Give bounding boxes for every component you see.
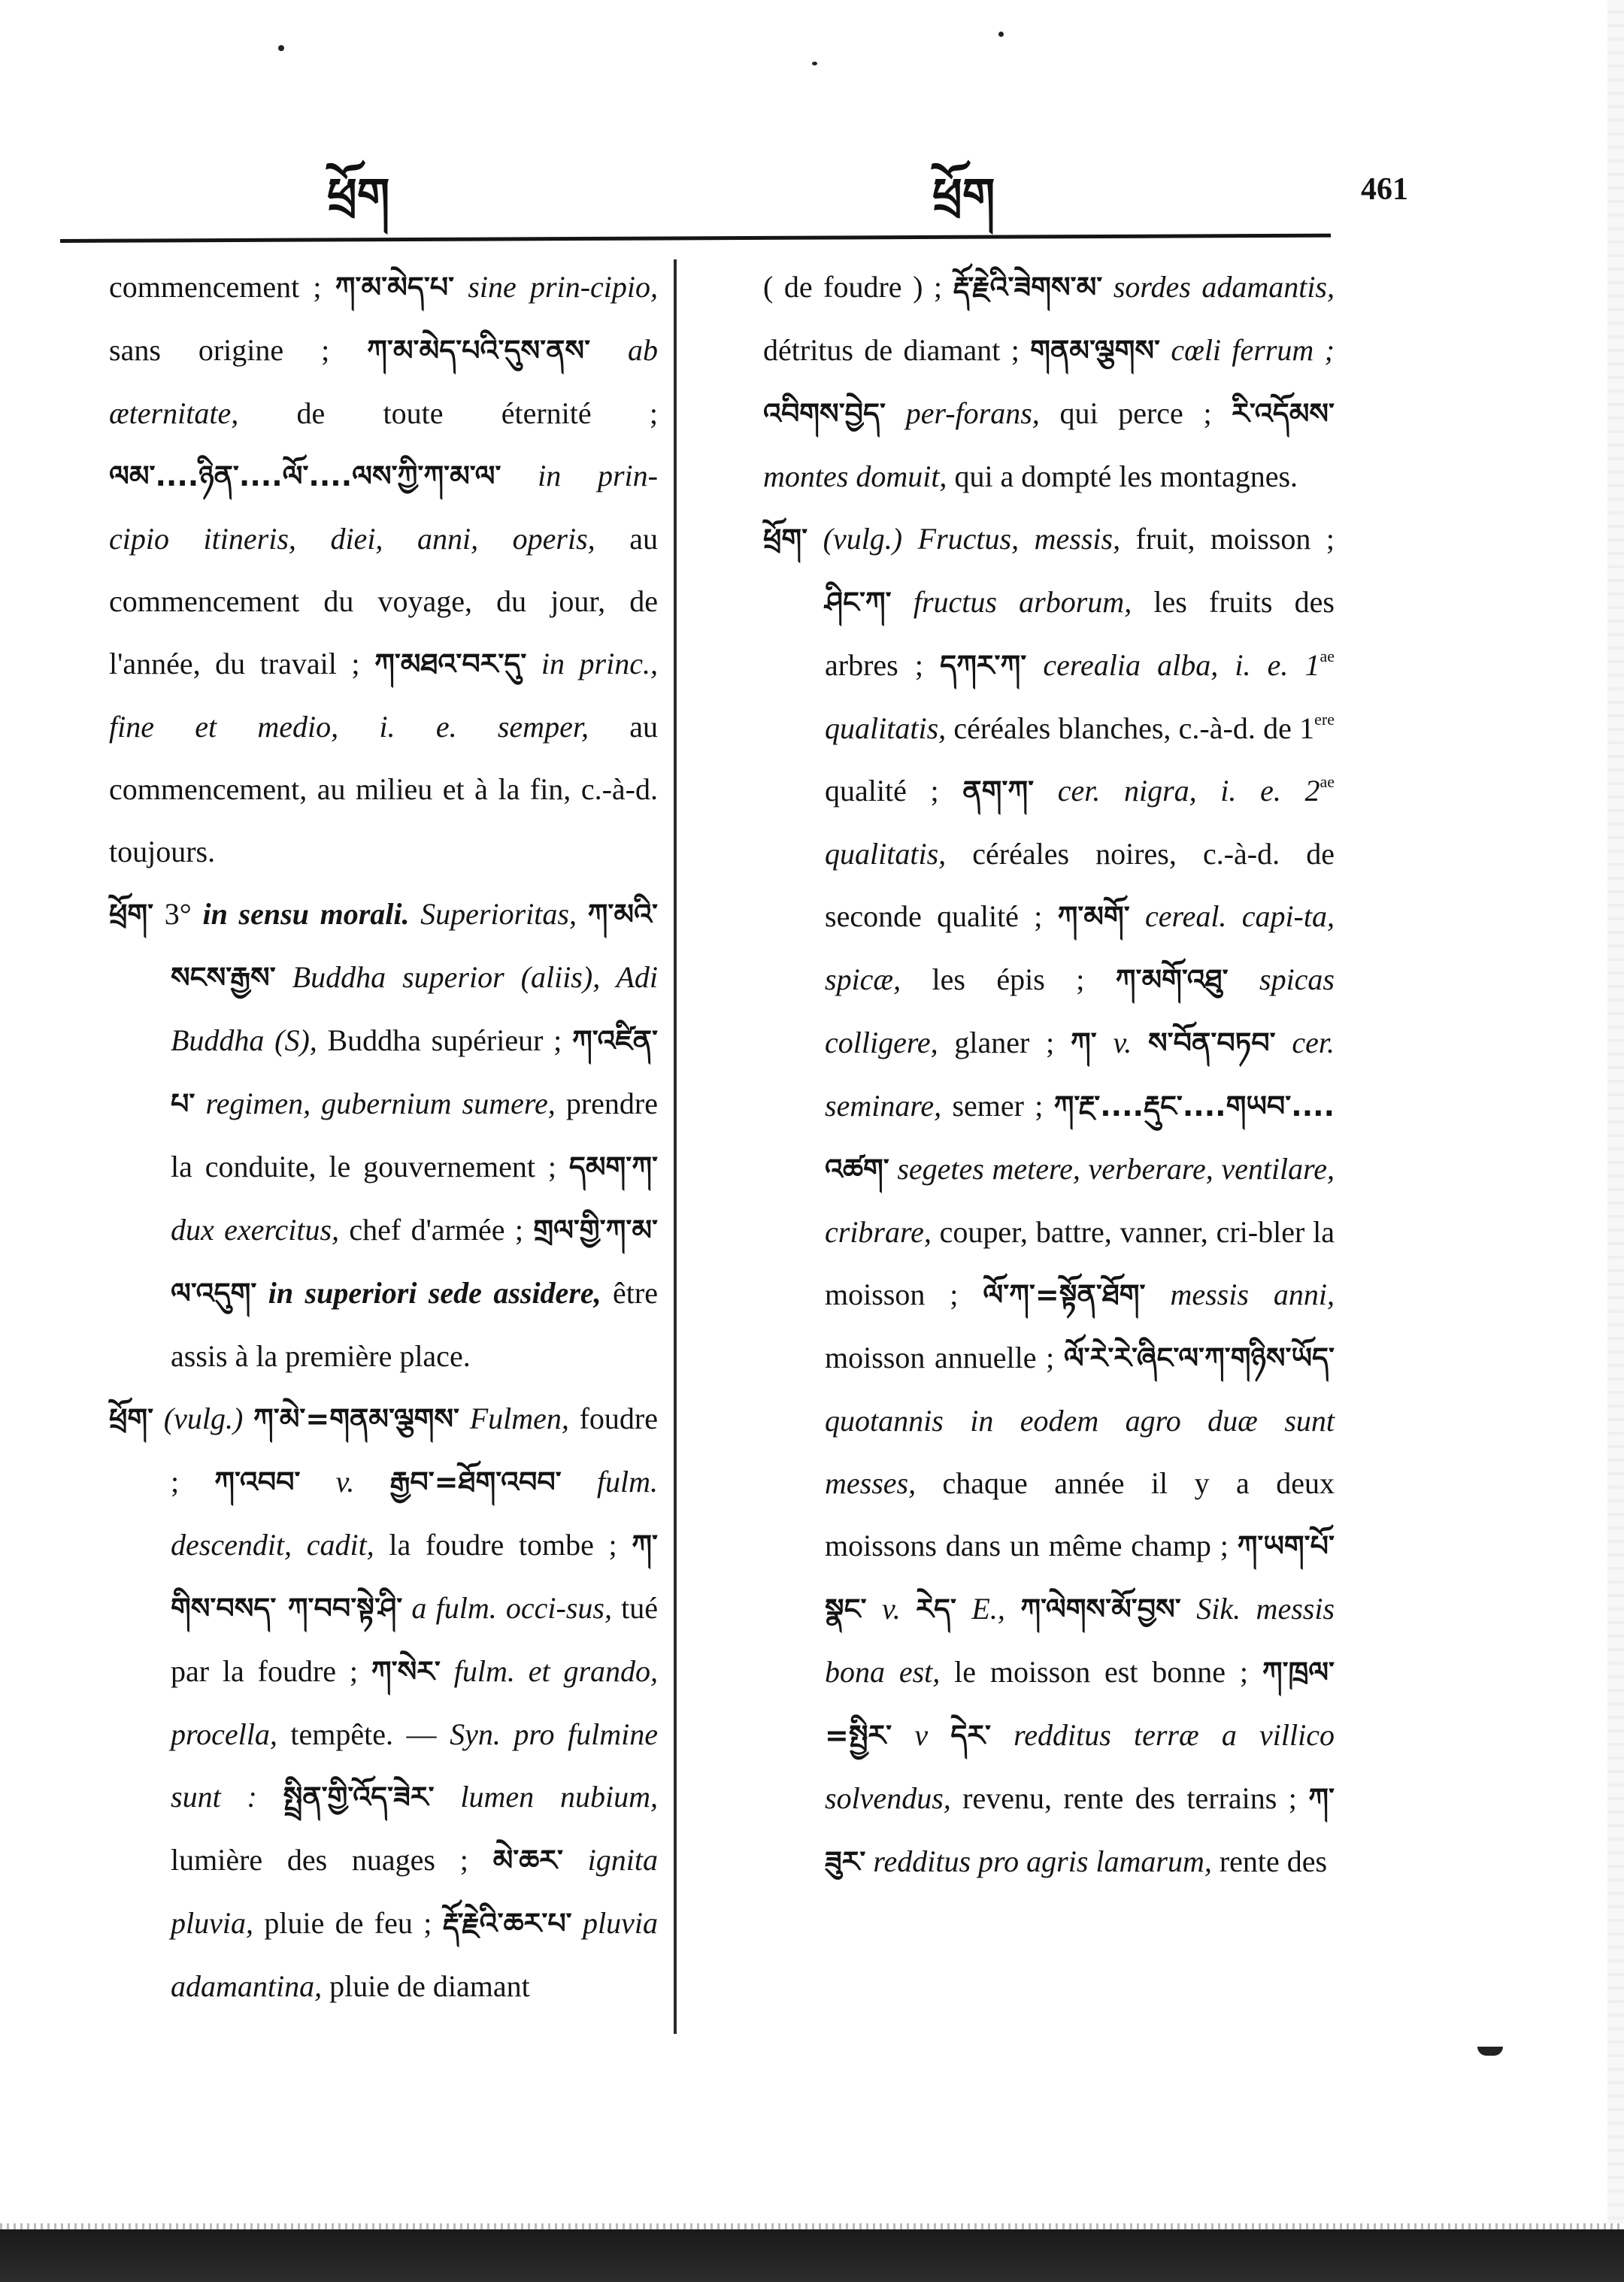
tibetan-term: ནག་ཀ་ <box>962 774 1035 808</box>
gloss-text <box>928 1718 950 1752</box>
latin-gloss: fulm. et grando, procella, <box>171 1654 659 1751</box>
tibetan-term: སྤྲིན་གྱི་འོད་ཟེར་ <box>283 1780 435 1814</box>
gloss-text: rente des <box>1211 1844 1328 1878</box>
gloss-text <box>243 1402 253 1435</box>
tibetan-term: དཀར་ཀ་ <box>940 649 1027 682</box>
latin-gloss: qualitatis, <box>825 711 947 745</box>
latin-gloss: cer. nigra, i. e. 2 <box>1034 774 1320 808</box>
gloss-text <box>354 1465 389 1499</box>
latin-gloss: (vulg.) Fructus, messis, <box>807 522 1121 556</box>
latin-gloss: v. <box>866 1592 901 1626</box>
scan-speck <box>278 45 284 51</box>
tibetan-term: མེ་ཆར་ <box>492 1844 563 1877</box>
scan-speck <box>812 62 817 65</box>
gloss-text: céréales noires, c.-à-d. de seconde qualité ; <box>825 837 1335 933</box>
latin-gloss: per-forans, <box>886 396 1040 430</box>
headword: ཕྲོག་ <box>109 1402 154 1435</box>
tibetan-term: ཀ་ལེགས་མོ་བྱས་ <box>1020 1593 1181 1626</box>
gloss-text: qui perce ; <box>1039 396 1232 430</box>
tibetan-term: ཀ་རྔ་....རྡུང་....གཡབ་.... <box>1053 1089 1335 1123</box>
header-rule <box>60 234 1331 243</box>
latin-gloss: fulm. descendit, cadit, <box>171 1465 658 1562</box>
tibetan-term: ཀ་མའི་སངས་རྒྱས་ <box>171 898 658 994</box>
gloss-text: foudre ; <box>171 1402 658 1499</box>
gloss-text <box>901 1592 916 1626</box>
latin-gloss: Fulmen, <box>459 1402 569 1435</box>
tibetan-term: ལོ་ཀ་=སྟོན་ཐོག་ <box>983 1278 1146 1311</box>
latin-gloss: v. <box>1096 1026 1132 1059</box>
left-column <box>109 256 658 2017</box>
latin-gloss: quotannis in eodem agro duæ sunt messes, <box>825 1404 1335 1500</box>
latin-gloss: v. <box>300 1465 355 1499</box>
tibetan-term: རེད་ <box>916 1593 956 1626</box>
gloss-text: la foudre tombe ; <box>374 1528 632 1562</box>
column-divider <box>674 259 677 2034</box>
latin-gloss: sordes adamantis, <box>1102 270 1335 304</box>
tibetan-term: གནམ་ལྕགས་ <box>1030 334 1161 367</box>
tibetan-term: ལམ་....ཉིན་....ལོ་....ལས་ཀྱི་ཀ་མ་ལ་ <box>109 459 501 492</box>
gloss-text: lumière des nuages ; <box>171 1843 493 1877</box>
gloss-text: céréales blanches, c.-à-d. de 1 <box>946 711 1315 745</box>
tibetan-term: ཀ་མཐའ་བར་དུ་ <box>374 647 527 680</box>
gloss-text: les épis ; <box>901 962 1116 996</box>
gloss-text: prendre la conduite, le gouvernement ; <box>171 1086 659 1183</box>
gloss-text <box>1132 1026 1148 1059</box>
gloss-text: les fruits des arbres ; <box>825 585 1335 682</box>
tibetan-term: ཤིང་ཀ་ <box>825 586 892 619</box>
latin-gloss: spicas colligere, <box>825 962 1335 1059</box>
gloss-text: au commencement du voyage, du jour, de l'année, du travail ; <box>109 522 658 680</box>
latin-gloss: sine prin-cipio, <box>454 270 658 304</box>
tibetan-term: རྒྱབ་=ཐོག་འབབ་ <box>389 1465 562 1499</box>
latin-gloss: ignita pluvia, <box>171 1843 658 1940</box>
gloss-text: pluie de feu ; <box>253 1906 443 1940</box>
latin-gloss: cereal. capi-ta, spicæ, <box>825 899 1335 996</box>
dictionary-entry <box>109 1387 659 2017</box>
latin-gloss: Sik. messis bona est, <box>825 1592 1335 1689</box>
gloss-text: tué par la foudre ; <box>171 1591 658 1688</box>
gloss-text <box>577 897 588 931</box>
gloss-text: glaner ; <box>938 1026 1071 1059</box>
tibetan-term: དམག་ཀ་ <box>568 1150 658 1183</box>
tibetan-term: ཀ་ཁྲལ་=སྤྱིར་ <box>825 1656 1335 1752</box>
gloss-text: 3° <box>153 897 203 931</box>
gloss-text: qualité ; <box>825 774 963 808</box>
entry-continuation <box>763 256 1335 508</box>
latin-gloss: lumen nubium, <box>434 1780 658 1814</box>
gloss-text: chaque année il y a deux moissons dans un même champ ; <box>825 1466 1335 1562</box>
gloss-text <box>257 1780 283 1814</box>
gloss-text: revenu, rente des terrains ; <box>950 1781 1309 1815</box>
tibetan-term: ཀ་མ་མེད་པ་ <box>335 271 455 304</box>
gloss-text: tempête. — <box>277 1717 450 1751</box>
superscript: ere <box>1314 710 1335 729</box>
tibetan-term: རི་འདོམས་ <box>1232 397 1335 430</box>
latin-gloss: Buddha superior (aliis), Adi Buddha (S), <box>171 960 658 1057</box>
latin-gloss-bold: in sensu morali. <box>202 897 410 931</box>
tibetan-term: ཀ་མེ་=གནམ་ལྕགས་ <box>253 1402 460 1435</box>
scan-speck <box>998 32 1004 37</box>
latin-gloss: a fulm. occi-sus, <box>402 1591 612 1625</box>
gloss-text: chef d'armée ; <box>339 1213 534 1247</box>
tibetan-term: ཀ་འཛིན་པ་ <box>171 1024 659 1120</box>
tibetan-term: འཚག་ <box>825 1153 889 1186</box>
latin-gloss: (vulg.) <box>153 1402 244 1435</box>
page-number: 461 <box>1361 172 1408 207</box>
latin-gloss: in princ., fine et medio, i. e. semper, <box>109 647 658 744</box>
latin-gloss: segetes metere, verberare, ventilare, cribrare, <box>825 1152 1335 1249</box>
gloss-text: commencement ; <box>109 270 335 304</box>
gloss-text: être assis à la première place. <box>171 1276 658 1373</box>
gloss-text: qui a dompté les montagnes. <box>947 459 1298 493</box>
tibetan-term: ཀ་གིས་བསད་ ཀ་བབ་སྟེ་ཤི་ <box>171 1529 658 1625</box>
superscript: ae <box>1320 647 1335 665</box>
latin-gloss: montes domuit, <box>763 459 947 493</box>
gloss-text: moisson annuelle ; <box>825 1341 1064 1374</box>
tibetan-term: རྡོ་རྗེའི་ཆར་པ་ <box>442 1907 572 1940</box>
tibetan-term: ལོ་རེ་རེ་ཞིང་ལ་ཀ་གཉིས་ཡོད་ <box>1063 1341 1335 1374</box>
gloss-text: fruit, moisson ; <box>1120 522 1335 556</box>
gloss-text: sans origine ; <box>109 333 368 367</box>
gloss-text <box>1005 1592 1020 1626</box>
gloss-text: semer ; <box>941 1089 1054 1123</box>
margin-mark <box>1477 2047 1503 2056</box>
latin-gloss: regimen, gubernium sumere, <box>195 1086 556 1120</box>
latin-gloss: redditus terræ a villico solvendus, <box>825 1718 1335 1815</box>
tibetan-term: ཀ་འབབ་ <box>214 1465 301 1499</box>
latin-gloss: ab æternitate, <box>109 333 658 430</box>
entry-continuation <box>109 256 658 883</box>
superscript: ae <box>1320 772 1335 791</box>
latin-gloss: in prin-cipio itineris, diei, anni, operis, <box>109 459 658 556</box>
gloss-text: pluie de diamant <box>322 1969 530 2003</box>
dictionary-entry <box>763 508 1335 1893</box>
tibetan-term: ཀ་མགོ་ <box>1057 900 1130 933</box>
scan-edge <box>1607 0 1624 2229</box>
latin-gloss: messis anni, <box>1145 1277 1335 1311</box>
tibetan-term: ཀ་མགོ་འཐུ་ <box>1115 963 1229 996</box>
latin-gloss: redditus pro agris lamarum, <box>865 1844 1212 1878</box>
running-headword-right: ཕྲོག <box>932 168 995 223</box>
running-headword-left: ཕྲོག <box>327 168 390 223</box>
latin-gloss-bold: in superiori sede assidere, <box>256 1276 601 1310</box>
latin-gloss: Syn. pro fulmine sunt : <box>171 1717 658 1814</box>
tibetan-term: ཀ་ <box>1070 1026 1097 1059</box>
tibetan-term: ཀ་མ་མེད་པའི་དུས་ནས་ <box>367 334 591 367</box>
tibetan-term: རྡོ་རྗེའི་ཟེགས་མ་ <box>953 271 1103 304</box>
tibetan-term: དེར་ <box>950 1719 991 1752</box>
latin-gloss: Superioritas, <box>409 897 577 931</box>
latin-gloss: cœli ferrum ; <box>1160 333 1335 367</box>
gloss-text: de toute éternité ; <box>238 396 658 430</box>
tibetan-term: གྲལ་གྱི་ཀ་མ་ལ་འདུག་ <box>171 1214 658 1310</box>
tibetan-term: ཀ་ཡག་པོ་སྣང་ <box>825 1529 1335 1626</box>
latin-gloss: qualitatis, <box>825 837 947 871</box>
tibetan-term: འབིགས་བྱེད་ <box>763 397 886 430</box>
gloss-text: couper, battre, vanner, cri-bler la moisson ; <box>825 1215 1335 1311</box>
latin-gloss: fructus arborum, <box>891 585 1132 619</box>
gloss-text: le moisson est bonne ; <box>940 1655 1262 1689</box>
latin-gloss: dux exercitus, <box>171 1213 340 1247</box>
latin-gloss: cerealia alba, i. e. 1 <box>1026 648 1320 682</box>
latin-gloss: pluvia adamantina, <box>171 1906 658 2003</box>
headword: ཕྲོག་ <box>109 898 154 931</box>
tibetan-term: ས་བོན་བཏབ་ <box>1148 1026 1276 1059</box>
gloss-text: détritus de diamant ; <box>763 333 1031 367</box>
gloss-text: au commencement, au milieu et à la fin, c.-à-d. toujours. <box>109 710 659 868</box>
gloss-text: ( de foudre ) ; <box>763 270 953 304</box>
dictionary-entry <box>109 883 659 1387</box>
latin-gloss: v <box>892 1718 929 1752</box>
latin-gloss: E., <box>956 1592 1005 1626</box>
scan-border <box>0 2229 1624 2282</box>
latin-gloss: cer. seminare, <box>825 1026 1335 1123</box>
tibetan-term: ཀ་ཟུར་ <box>825 1782 1335 1878</box>
tibetan-term: ཀ་སེར་ <box>371 1655 441 1688</box>
gloss-text: Buddha supérieur ; <box>317 1023 572 1057</box>
right-column <box>763 256 1335 1893</box>
headword: ཕྲོག་ <box>763 523 808 556</box>
